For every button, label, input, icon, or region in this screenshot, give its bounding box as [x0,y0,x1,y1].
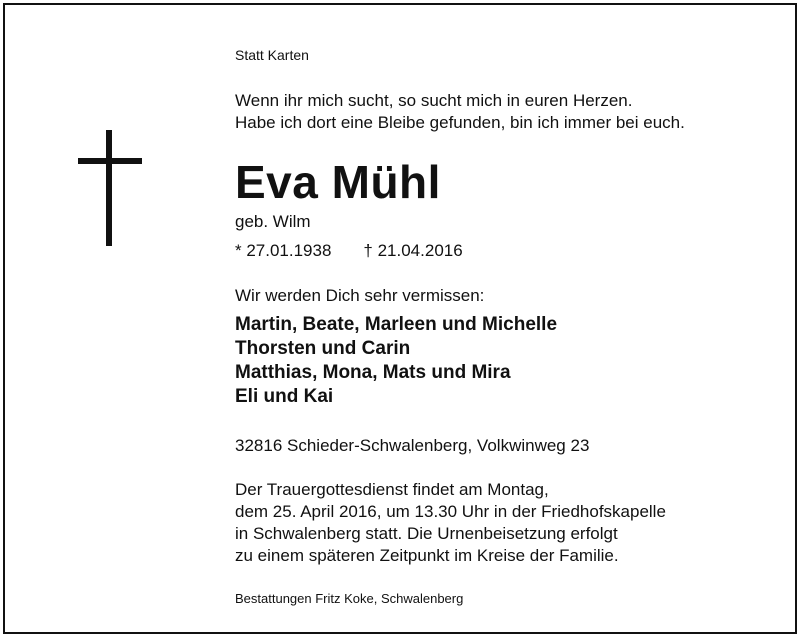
verse [235,90,685,134]
address: 32816 Schieder-Schwalenberg, Volkwinweg 23 [235,436,590,455]
death-date: † 21.04.2016 [363,241,463,260]
undertaker: Bestattungen Fritz Koke, Schwalenberg [235,591,464,606]
birth-date: * 27.01.1938 [235,241,332,260]
mourner-line: Eli und Kai [235,386,334,407]
mourner-line: Martin, Beate, Marleen und Michelle [235,314,558,335]
mourners-intro: Wir werden Dich sehr vermissen: [235,286,485,305]
cross-horizontal-bar [78,158,142,164]
mourner-line: Matthias, Mona, Mats und Mira [235,362,511,383]
service-line: in Schwalenberg statt. Die Urnenbeisetzung erfolgt [235,524,618,543]
cross-icon [78,130,142,246]
service-line: zu einem späteren Zeitpunkt im Kreise der Familie. [235,546,619,565]
service-line: dem 25. April 2016, um 13.30 Uhr in der Friedhofskapelle [235,502,666,521]
service-line: Der Trauergottesdienst findet am Montag, [235,480,549,499]
life-dates [235,241,463,261]
deceased-name: Eva Mühl [235,156,441,208]
verse-line: Wenn ihr mich sucht, so sucht mich in euren Herzen. [235,91,633,110]
verse-line: Habe ich dort eine Bleibe gefunden, bin ich immer bei euch. [235,113,685,132]
maiden-name: geb. Wilm [235,212,311,231]
cross-vertical-bar [106,130,112,246]
mourners-list [235,313,557,409]
mourner-line: Thorsten und Carin [235,338,411,359]
service-info [235,479,666,567]
header-text: Statt Karten [235,47,309,63]
